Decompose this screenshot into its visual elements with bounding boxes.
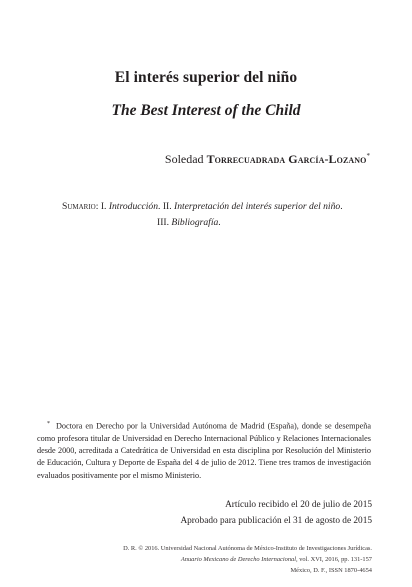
title-spanish: El interés superior del niño — [114, 69, 298, 86]
journal-citation-line — [181, 556, 372, 563]
author-surname: Torrecuadrada García-Lozano — [206, 152, 367, 166]
summary-iii-num: III. — [157, 217, 169, 228]
author-line — [165, 152, 370, 167]
summary-ii-text: Interpretación del interés superior del niño — [174, 201, 341, 212]
summary-ii-num: II. — [162, 201, 172, 212]
issn-line: México, D. F., ISSN 1870-4654 — [290, 567, 372, 574]
received-date: Artículo recibido el 20 de julio de 2015 — [225, 500, 372, 510]
author-given-name: Soledad — [164, 152, 204, 166]
summary-i-text: Introducción — [108, 201, 159, 212]
summary-iii-text: Bibliografía — [171, 217, 219, 228]
summary-line-2: III. Bibliografía. — [157, 217, 221, 228]
summary-block: Sumario: I. Introducción. II. Interpretación del interés superior del niño. III. Bibliografía. — [62, 199, 362, 231]
journal-citation: , vol. XVI, 2016, pp. 131-157 — [296, 556, 372, 563]
footnote-mark: * — [47, 421, 50, 427]
copyright-line: D. R. © 2016. Universidad Nacional Autónoma de México-Instituto de Investigaciones Jurídicas. — [123, 545, 372, 552]
title-english: The Best Interest of the Child — [111, 102, 301, 119]
journal-name: Anuario Mexicano de Derecho Internacional — [180, 556, 297, 563]
author-footnote-marker: * — [366, 152, 370, 160]
author-footnote — [37, 418, 371, 482]
summary-label: Sumario: — [62, 201, 99, 212]
footnote-text: Doctora en Derecho por la Universidad Autónoma de Madrid (España), donde se desempeña como profesora titular de Universidad en Derecho Internacional Público y Relaciones Internacionales desde 2000, acreditada a Catedrática de Universidad en esta disciplina por Resolución del Ministerio de Educación, Cultura y Deporte de España del 4 de julio de 2012. Tiene tres tramos de investigación evaluados positivamente por el mismo Ministerio. — [37, 421, 371, 480]
summary-i-num: I. — [100, 201, 107, 212]
approved-date: Aprobado para publicación el 31 de agosto de 2015 — [180, 516, 372, 526]
